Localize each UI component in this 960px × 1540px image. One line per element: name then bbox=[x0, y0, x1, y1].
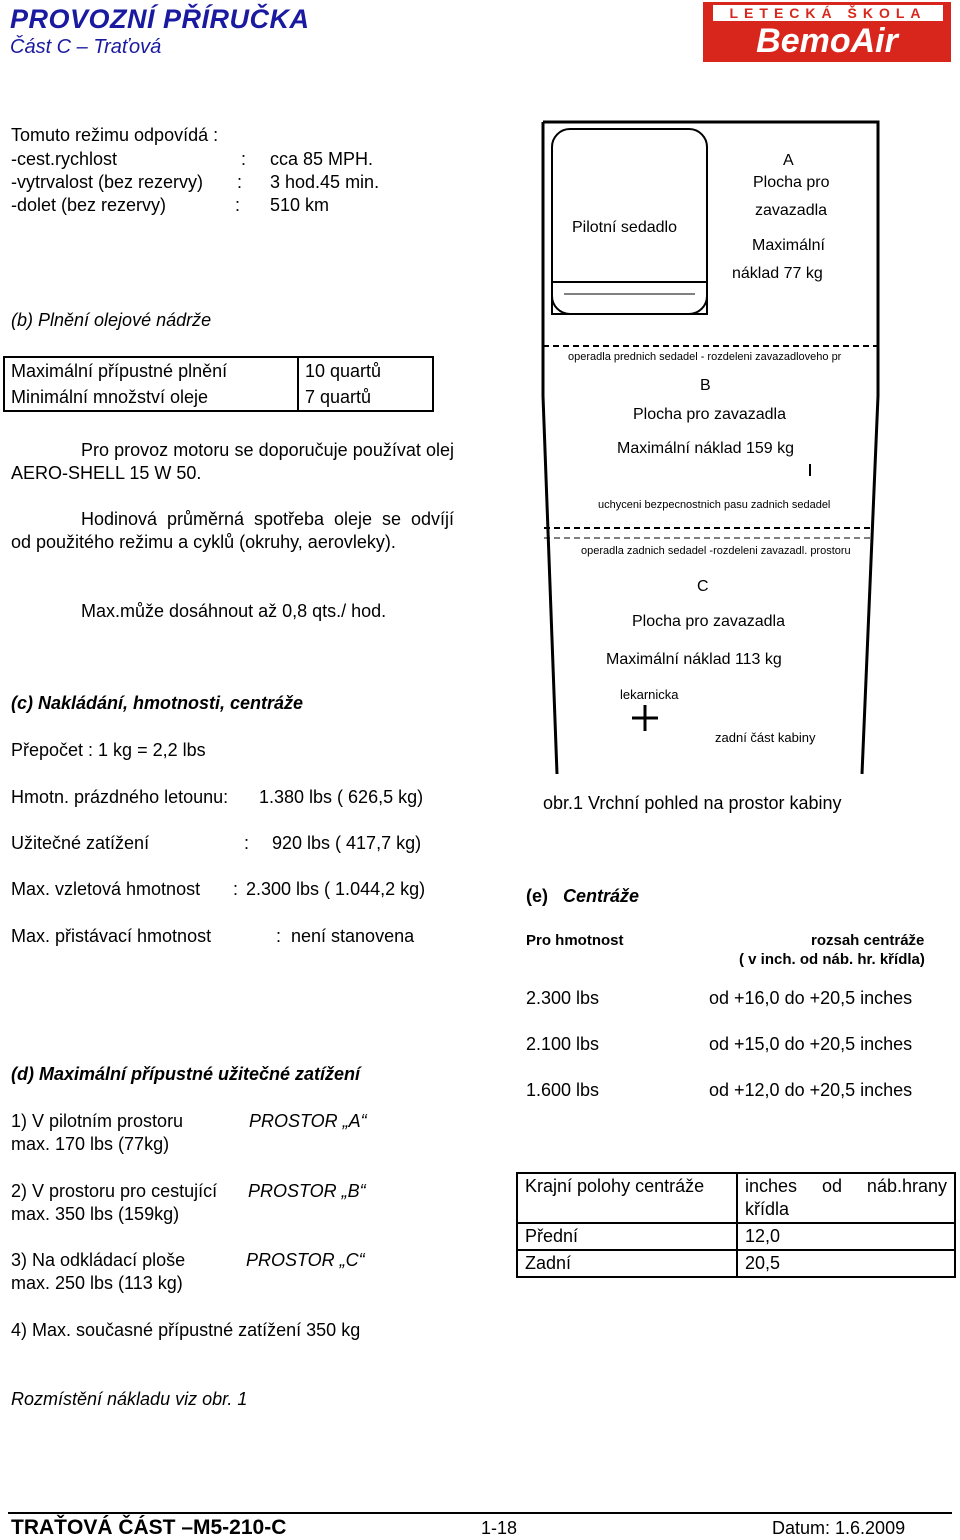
table-row bbox=[517, 1250, 955, 1277]
area-a-line1: Plocha pro bbox=[753, 174, 830, 191]
oil-paragraph-3: Max.může dosáhnout až 0,8 qts./ hod. bbox=[81, 601, 387, 621]
rear-cabin-label: zadní část kabiny bbox=[715, 730, 816, 745]
cg-row-3-weight: 1.600 lbs bbox=[526, 1080, 600, 1100]
empty-weight-value: 1.380 lbs ( 626,5 kg) bbox=[259, 787, 424, 807]
pilot-seat-back-shape bbox=[552, 282, 707, 314]
payload-heading: (d) Maximální přípustné užitečné zatížení bbox=[11, 1064, 361, 1084]
logo-wordmark: BemoAir bbox=[756, 22, 898, 60]
payload-note: Rozmístění nákladu viz obr. 1 bbox=[11, 1389, 248, 1409]
payload-a-area: PROSTOR „A“ bbox=[249, 1111, 367, 1131]
table-row bbox=[4, 357, 433, 384]
cg-col-range: rozsah centráže bbox=[811, 932, 925, 949]
first-aid-label: lekarnicka bbox=[620, 687, 679, 702]
cg-col-range-unit: ( v inch. od náb. hr. křídla) bbox=[739, 951, 925, 968]
oil-max-value: 10 quartů bbox=[298, 357, 433, 384]
area-b-line1: Plocha pro zavazadla bbox=[633, 406, 786, 423]
payload-c-title: 3) Na odkládací ploše bbox=[11, 1250, 186, 1270]
cg-limit-rear-value: 20,5 bbox=[737, 1250, 955, 1277]
payload-a-max: max. 170 lbs (77kg) bbox=[11, 1134, 170, 1154]
mlw-value: není stanovena bbox=[291, 926, 415, 946]
area-c-line1: Plocha pro zavazadla bbox=[632, 613, 785, 630]
oil-paragraph-1-text: Pro provoz motoru se doporučuje používat olej AERO-SHELL 15 W 50. bbox=[11, 440, 454, 483]
regime-intro: Tomuto režimu odpovídá : bbox=[11, 125, 219, 145]
cg-row-2-weight: 2.100 lbs bbox=[526, 1034, 600, 1054]
regime-range-sep: : bbox=[235, 195, 241, 215]
oil-paragraph-2-text: Hodinová průměrná spotřeba oleje se odvíjí od použitého režimu a cyklů (okruhy, aerovleky). bbox=[11, 509, 454, 552]
cg-limit-rear-label: Zadní bbox=[517, 1250, 737, 1277]
pilot-seat-label: Pilotní sedadlo bbox=[572, 219, 677, 236]
regime-range-label: -dolet (bez rezervy) bbox=[11, 195, 167, 215]
table-row bbox=[517, 1173, 955, 1223]
cg-col-weight: Pro hmotnost bbox=[526, 932, 624, 949]
separator-3-label: operadla zadnich sedadel -rozdeleni zavazadl. prostoru bbox=[581, 545, 851, 557]
mlw-sep: : bbox=[276, 926, 282, 946]
payload-c-area: PROSTOR „C“ bbox=[246, 1250, 365, 1270]
footer-page-number: 1-18 bbox=[481, 1518, 518, 1538]
regime-speed-value: cca 85 MPH. bbox=[270, 149, 374, 169]
loading-conversion: Přepočet : 1 kg = 2,2 lbs bbox=[11, 740, 206, 760]
area-a-line2: zavazadla bbox=[755, 202, 828, 219]
regime-speed-label: -cest.rychlost bbox=[11, 149, 118, 169]
oil-heading: (b) Plnění olejové nádrže bbox=[11, 310, 212, 330]
table-row bbox=[4, 384, 433, 411]
loading-heading: (c) Nakládání, hmotnosti, centráže bbox=[11, 693, 304, 713]
cg-row-2-range: od +15,0 do +20,5 inches bbox=[709, 1034, 913, 1054]
mtow-value: 2.300 lbs ( 1.044,2 kg) bbox=[246, 879, 426, 899]
footer-rule bbox=[8, 1512, 952, 1514]
separator-1-label: operadla prednich sedadel - rozdeleni zavazadloveho pr bbox=[568, 351, 842, 363]
cg-row-1-range: od +16,0 do +20,5 inches bbox=[709, 988, 913, 1008]
oil-min-label: Minimální množství oleje bbox=[4, 384, 298, 411]
oil-max-label: Maximální přípustné plnění bbox=[4, 357, 298, 384]
empty-weight-label: Hmotn. prázdného letounu: bbox=[11, 787, 229, 807]
table-row bbox=[517, 1223, 955, 1250]
mtow-label: Max. vzletová hmotnost bbox=[11, 879, 201, 899]
oil-table bbox=[3, 356, 434, 412]
separator-2-label: uchyceni bezpecnostnich pasu zadnich sedadel bbox=[598, 499, 831, 511]
useful-load-sep: : bbox=[244, 833, 250, 853]
regime-endurance-value: 3 hod.45 min. bbox=[270, 172, 380, 192]
cg-limits-table bbox=[516, 1172, 956, 1278]
cabin-diagram bbox=[520, 98, 902, 774]
footer-date: Datum: 1.6.2009 bbox=[772, 1518, 906, 1538]
regime-speed-sep: : bbox=[241, 149, 247, 169]
footer-doc-code: TRAŤOVÁ ČÁST –M5-210-C bbox=[11, 1516, 287, 1539]
cg-limits-header-2: inches od náb.hrany křídla bbox=[737, 1173, 955, 1223]
logo-tagline: LETECKÁ ŠKOLA bbox=[713, 5, 943, 21]
cg-limit-front-value: 12,0 bbox=[737, 1223, 955, 1250]
payload-b-area: PROSTOR „B“ bbox=[248, 1181, 366, 1201]
mlw-label: Max. přistávací hmotnost bbox=[11, 926, 212, 946]
area-a-line4: náklad 77 kg bbox=[732, 265, 823, 282]
regime-endurance-sep: : bbox=[237, 172, 243, 192]
cg-row-1-weight: 2.300 lbs bbox=[526, 988, 600, 1008]
payload-c-max: max. 250 lbs (113 kg) bbox=[11, 1273, 183, 1293]
useful-load-value: 920 lbs ( 417,7 kg) bbox=[272, 833, 422, 853]
cg-limit-front-label: Přední bbox=[517, 1223, 737, 1250]
area-b-letter: B bbox=[700, 377, 711, 394]
regime-endurance-label: -vytrvalost (bez rezervy) bbox=[11, 172, 204, 192]
manual-title: PROVOZNÍ PŘÍRUČKA bbox=[10, 4, 310, 34]
cg-row-3-range: od +12,0 do +20,5 inches bbox=[709, 1080, 913, 1100]
area-b-line2: Maximální náklad 159 kg bbox=[617, 440, 794, 457]
cg-heading: Centráže bbox=[563, 886, 640, 906]
cabin-outline-left bbox=[543, 122, 557, 774]
school-logo bbox=[703, 2, 951, 62]
oil-paragraph-2 bbox=[11, 508, 454, 554]
oil-min-value: 7 quartů bbox=[298, 384, 433, 411]
useful-load-label: Užitečné zatížení bbox=[11, 833, 150, 853]
cg-heading-num: (e) bbox=[526, 886, 548, 906]
area-c-letter: C bbox=[697, 578, 709, 595]
area-c-line2: Maximální náklad 113 kg bbox=[606, 651, 782, 668]
area-a-letter: A bbox=[783, 152, 794, 169]
regime-range-value: 510 km bbox=[270, 195, 330, 215]
payload-total: 4) Max. současné přípustné zatížení 350 kg bbox=[11, 1320, 361, 1340]
manual-subtitle: Část C – Traťová bbox=[10, 36, 162, 58]
oil-paragraph-1 bbox=[11, 439, 454, 485]
area-a-line3: Maximální bbox=[752, 237, 825, 254]
cg-limits-header-1: Krajní polohy centráže bbox=[517, 1173, 737, 1223]
payload-b-title: 2) V prostoru pro cestující bbox=[11, 1181, 218, 1201]
figure-caption: obr.1 Vrchní pohled na prostor kabiny bbox=[543, 793, 842, 813]
payload-b-max: max. 350 lbs (159kg) bbox=[11, 1204, 180, 1224]
mtow-sep: : bbox=[233, 879, 239, 899]
payload-a-title: 1) V pilotním prostoru bbox=[11, 1111, 184, 1131]
